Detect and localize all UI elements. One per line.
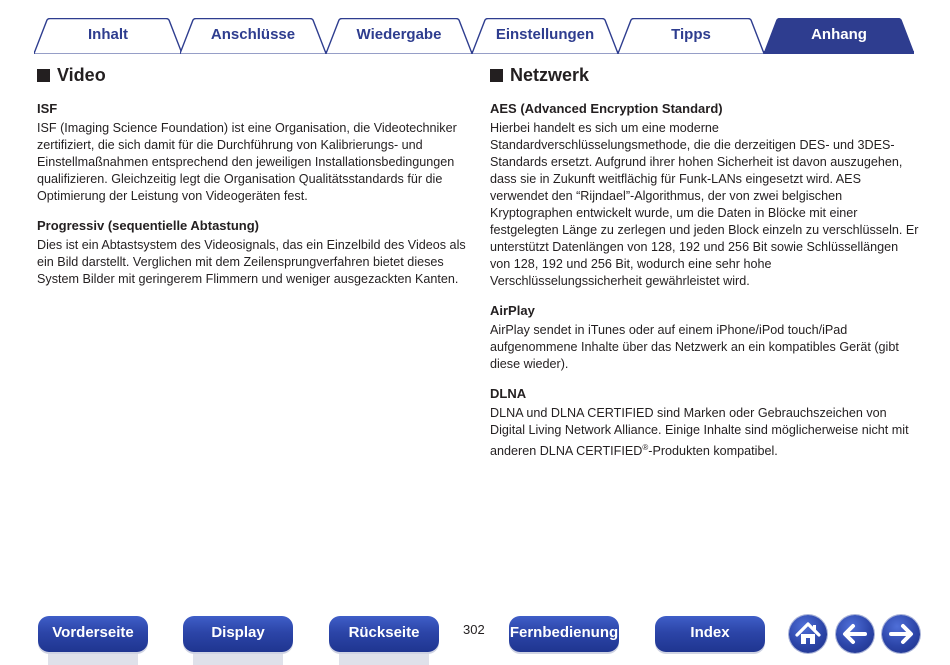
tab-label: Wiedergabe: [356, 26, 442, 43]
netzwerk-column: [490, 62, 920, 460]
arrow-left-icon: [836, 615, 874, 653]
home-button[interactable]: [789, 615, 827, 653]
forward-button[interactable]: [882, 615, 920, 653]
paragraph-progressiv: Dies ist ein Abtastsystem des Videosignals, das ein Einzelbild des Videos als ein Bild darstellt. Verglichen mit dem Zeilensprungverfahren bietet dieses System Bilder mit geringerem Flimmern und weniger ausgezackten Kanten.: [37, 238, 466, 286]
tab-label: Tipps: [671, 26, 711, 43]
heading-progressiv: Progressiv (sequentielle Abtastung): [37, 218, 260, 233]
tab-wiedergabe[interactable]: [326, 18, 472, 54]
vorderseite-button[interactable]: Vorderseite: [38, 616, 148, 652]
heading-isf: ISF: [37, 101, 58, 116]
tab-label: Anschlüsse: [210, 26, 296, 43]
fernbedienung-button[interactable]: Fernbedienung: [509, 616, 619, 652]
tab-inhalt[interactable]: [34, 18, 182, 54]
tab-label: Anhang: [811, 26, 867, 43]
paragraph-dlna: [490, 405, 920, 460]
square-bullet-icon: [490, 69, 503, 82]
tab-einstellungen[interactable]: [472, 18, 618, 54]
tab-anhang[interactable]: [764, 18, 914, 54]
tab-label: Einstellungen: [495, 26, 595, 43]
square-bullet-icon: [37, 69, 50, 82]
page-number: 302: [463, 622, 485, 637]
button-shadow: [48, 650, 138, 665]
heading-dlna: DLNA: [490, 386, 527, 401]
paragraph-isf: ISF (Imaging Science Foundation) ist eine Organisation, die Videotechniker zertifiziert, die sich damit für die Durchführung von Kalibrierungs- und Einstellmaßnahmen entsprechend den jeweiligen Installationsbedingungen qualifizieren. Gleichzeitig legt die Organisation Qualitätsstandards für die Optimierung der Leistung von Videogeräten fest.: [37, 121, 457, 203]
button-shadow: [339, 650, 429, 665]
tab-anschluesse[interactable]: [180, 18, 326, 54]
arrow-right-icon: [882, 615, 920, 653]
section-title-netzwerk: [490, 62, 920, 88]
back-button[interactable]: [836, 615, 874, 653]
tab-label: Inhalt: [88, 26, 128, 43]
video-column: [37, 62, 467, 288]
tab-tipps[interactable]: [618, 18, 764, 54]
section-title-text: Netzwerk: [510, 64, 590, 85]
section-title-text: Video: [57, 64, 106, 85]
tab-bar: [34, 14, 914, 54]
dlna-text-after: -Produkten kompatibel.: [648, 444, 778, 459]
index-button[interactable]: Index: [655, 616, 765, 652]
dlna-text: DLNA und DLNA CERTIFIED sind Marken oder Gebrauchszeichen von Digital Living Network Alliance. Einige Inhalte sind möglicherweise nicht mit anderen DLNA CERTIFIED: [490, 406, 909, 459]
paragraph-airplay: AirPlay sendet in iTunes oder auf einem iPhone/iPod touch/iPad aufgenommene Inhalte über das Netzwerk an ein kompatibles Gerät (gibt diese wieder).: [490, 323, 899, 371]
rueckseite-button[interactable]: Rückseite: [329, 616, 439, 652]
heading-airplay: AirPlay: [490, 303, 535, 318]
button-shadow: [193, 650, 283, 665]
section-title-video: [37, 62, 467, 88]
heading-aes: AES (Advanced Encryption Standard): [490, 101, 723, 116]
paragraph-aes: Hierbei handelt es sich um eine moderne Standardverschlüsselungsmethode, die die derzeitigen DES- und 3DES-Standards ersetzt. Aufgrund ihrer hohen Sicherheit ist davon auszugehen, dass sie in Zukunft weitflächig für Funk-LANs eingesetzt wird. AES verwendet den “Rijndael”-Algorithmus, der von zwei belgischen Kryptographen entwickelt wurde, um die Daten in Blöcke mit einer festgelegten Länge zu zerlegen und jeden Block einzeln zu verschlüsseln. Er unterstützt Datenlängen von 128, 192 und 256 Bit sowie Schlüssellängen von 128, 192 und 256 Bit, wodurch eine sehr hohe Verschlüsselungssicherheit gewährleistet wird.: [490, 121, 919, 288]
display-button[interactable]: Display: [183, 616, 293, 652]
home-icon: [789, 615, 827, 653]
registered-mark: ®: [642, 443, 649, 452]
